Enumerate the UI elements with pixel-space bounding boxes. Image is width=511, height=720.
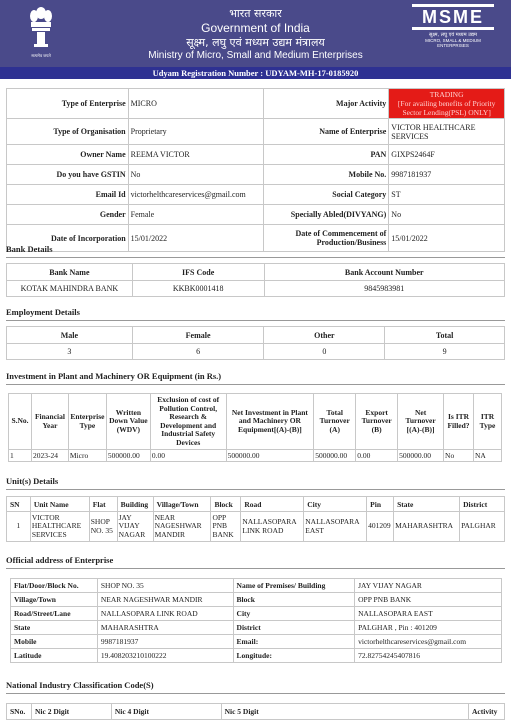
divider bbox=[6, 568, 505, 569]
address-value: SHOP NO. 35 bbox=[97, 579, 233, 593]
unit-cell: NEAR NAGESHWAR MANDIR bbox=[153, 512, 211, 542]
social-category-value: ST bbox=[389, 185, 505, 205]
address-value: victorhelthcareservices@gmail.com bbox=[355, 635, 502, 649]
divyang-label: Specially Abled(DIVYANG) bbox=[263, 205, 389, 225]
unit-cell: PALGHAR bbox=[460, 512, 505, 542]
msme-logo-hindi: सूक्ष्म, लघु एवं मध्यम उद्यम bbox=[428, 32, 478, 38]
unit-cell: 1 bbox=[7, 512, 31, 542]
gender-value: Female bbox=[128, 205, 263, 225]
address-key: City bbox=[233, 607, 355, 621]
ifs-code-value: KKBK0001418 bbox=[132, 281, 264, 297]
employment-details-heading: Employment Details bbox=[6, 307, 80, 317]
name-of-enterprise-label: Name of Enterprise bbox=[263, 119, 389, 145]
address-key: Email: bbox=[233, 635, 355, 649]
enterprise-type-header: Enterprise Type bbox=[68, 394, 106, 450]
mobile-label: Mobile No. bbox=[263, 165, 389, 185]
social-category-label: Social Category bbox=[263, 185, 389, 205]
total-turnover-header: Total Turnover (A) bbox=[314, 394, 356, 450]
unit-pin-header: Pin bbox=[367, 497, 394, 512]
hindi-government-title: भारत सरकार bbox=[229, 7, 282, 20]
wdv-header: Written Down Value (WDV) bbox=[106, 394, 150, 450]
investment-cell: 1 bbox=[9, 450, 32, 462]
unit-road-header: Road bbox=[241, 497, 304, 512]
exclusion-cost-header: Exclusion of cost of Pollution Control, Research & Development and Industrial Safety Devices bbox=[150, 394, 226, 450]
date-of-commencement-label: Date of Commencement of Production/Business bbox=[263, 225, 389, 252]
address-key: Latitude bbox=[11, 649, 98, 663]
investment-heading: Investment in Plant and Machinery OR Equipment (in Rs.) bbox=[6, 371, 222, 381]
address-key: Village/Town bbox=[11, 593, 98, 607]
address-key: Block bbox=[233, 593, 355, 607]
net-investment-header: Net Investment in Plant and Machinery OR Equipment[(A)-(B)] bbox=[226, 394, 314, 450]
address-value: NALLASOPARA LINK ROAD bbox=[97, 607, 233, 621]
major-activity-note: [For availing benefits of Priority Sector Lending(PSL) ONLY] bbox=[397, 99, 496, 117]
unit-cell: NALLASOPARA EAST bbox=[304, 512, 367, 542]
nic-table bbox=[6, 703, 505, 720]
sno-header: S.No. bbox=[9, 394, 32, 450]
investment-table bbox=[8, 393, 502, 462]
enterprise-details-table bbox=[6, 88, 505, 252]
bank-details-heading: Bank Details bbox=[6, 244, 53, 254]
address-key: Flat/Door/Block No. bbox=[11, 579, 98, 593]
type-of-organisation-value: Proprietary bbox=[128, 119, 263, 145]
female-header: Female bbox=[132, 327, 264, 344]
nic-2-digit-header: Nic 2 Digit bbox=[31, 704, 111, 720]
unit-village-header: Village/Town bbox=[153, 497, 211, 512]
unit-cell: NALLASOPARA LINK ROAD bbox=[241, 512, 304, 542]
gstin-label: Do you have GSTIN bbox=[7, 165, 129, 185]
nic-5-digit-header: Nic 5 Digit bbox=[221, 704, 468, 720]
unit-flat-header: Flat bbox=[89, 497, 117, 512]
address-value: MAHARASHTRA bbox=[97, 621, 233, 635]
mobile-value: 9987181937 bbox=[389, 165, 505, 185]
emblem-caption: सत्यमेव जयते bbox=[31, 53, 51, 58]
unit-state-header: State bbox=[394, 497, 460, 512]
itr-filled-header: Is ITR Filled? bbox=[444, 394, 474, 450]
address-key: Longitude: bbox=[233, 649, 355, 663]
unit-block-header: Block bbox=[211, 497, 241, 512]
address-value: 9987181937 bbox=[97, 635, 233, 649]
address-key: Road/Street/Lane bbox=[11, 607, 98, 621]
address-key: Mobile bbox=[11, 635, 98, 649]
employment-details-table bbox=[6, 326, 505, 360]
address-value: OPP PNB BANK bbox=[355, 593, 502, 607]
ifs-code-header: IFS Code bbox=[132, 264, 264, 281]
unit-building-header: Building bbox=[117, 497, 153, 512]
investment-cell: 500000.00 bbox=[314, 450, 356, 462]
investment-cell: 2023-24 bbox=[31, 450, 68, 462]
nic-activity-header: Activity bbox=[469, 704, 505, 720]
divider bbox=[6, 320, 505, 321]
divider bbox=[6, 257, 505, 258]
date-of-commencement-value: 15/01/2022 bbox=[389, 225, 505, 252]
gender-label: Gender bbox=[7, 205, 129, 225]
unit-cell: VICTOR HEALTHCARE SERVICES bbox=[30, 512, 89, 542]
address-value: NALLASOPARA EAST bbox=[355, 607, 502, 621]
msme-logo-letters: MSME bbox=[412, 4, 494, 30]
msme-logo-english: MICRO, SMALL & MEDIUM ENTERPRISES bbox=[425, 38, 481, 48]
unit-details-table bbox=[6, 496, 505, 542]
unit-details-heading: Unit(s) Details bbox=[6, 476, 59, 486]
other-header: Other bbox=[264, 327, 385, 344]
address-value: JAY VIJAY NAGAR bbox=[355, 579, 502, 593]
divider bbox=[6, 489, 505, 490]
address-key: State bbox=[11, 621, 98, 635]
nic-sno-header: SNo. bbox=[7, 704, 32, 720]
total-value: 9 bbox=[385, 344, 505, 360]
bank-details-table bbox=[6, 263, 505, 297]
divider bbox=[6, 384, 505, 385]
official-address-table bbox=[10, 578, 502, 663]
address-value: 19.408203210100222 bbox=[97, 649, 233, 663]
investment-cell: NA bbox=[474, 450, 502, 462]
export-turnover-header: Export Turnover (B) bbox=[356, 394, 398, 450]
owner-name-value: REEMA VICTOR bbox=[128, 145, 263, 165]
official-address-heading: Official address of Enterprise bbox=[6, 555, 114, 565]
major-activity-text: TRADING bbox=[429, 90, 464, 99]
date-of-incorporation-value: 15/01/2022 bbox=[128, 225, 263, 252]
pan-label: PAN bbox=[263, 145, 389, 165]
email-label: Email Id bbox=[7, 185, 129, 205]
type-of-enterprise-value: MICRO bbox=[128, 89, 263, 119]
unit-district-header: District bbox=[460, 497, 505, 512]
address-value: 72.82754245407816 bbox=[355, 649, 502, 663]
owner-name-label: Owner Name bbox=[7, 145, 129, 165]
address-value: NEAR NAGESHWAR MANDIR bbox=[97, 593, 233, 607]
unit-city-header: City bbox=[304, 497, 367, 512]
pan-value: GIXPS2464F bbox=[389, 145, 505, 165]
name-of-enterprise-value: VICTOR HEALTHCARE SERVICES bbox=[389, 119, 505, 145]
registration-number-bar: Udyam Registration Number : UDYAM-MH-17-0185920 bbox=[0, 67, 511, 79]
other-value: 0 bbox=[264, 344, 385, 360]
investment-cell: 500000.00 bbox=[398, 450, 444, 462]
unit-cell: MAHARASHTRA bbox=[394, 512, 460, 542]
account-number-header: Bank Account Number bbox=[264, 264, 504, 281]
address-key: Name of Premises/ Building bbox=[233, 579, 355, 593]
divyang-value: No bbox=[389, 205, 505, 225]
type-of-organisation-label: Type of Organisation bbox=[7, 119, 129, 145]
investment-cell: 500000.00 bbox=[226, 450, 314, 462]
investment-cell: 0.00 bbox=[150, 450, 226, 462]
unit-cell: JAY VIJAY NAGAR bbox=[117, 512, 153, 542]
email-value: victorhelthcareservices@gmail.com bbox=[128, 185, 263, 205]
bank-name-header: Bank Name bbox=[7, 264, 133, 281]
unit-sn-header: SN bbox=[7, 497, 31, 512]
itr-type-header: ITR Type bbox=[474, 394, 502, 450]
ministry-title: Ministry of Micro, Small and Medium Enterprises bbox=[148, 50, 363, 61]
investment-cell: 0.00 bbox=[356, 450, 398, 462]
female-value: 6 bbox=[132, 344, 264, 360]
date-of-incorporation-label: Date of Incorporation bbox=[7, 225, 129, 252]
government-title: Government of India bbox=[201, 21, 310, 35]
ministry-hindi-title: सूक्ष्म, लघु एवं मध्यम उद्यम मंत्रालय bbox=[186, 36, 325, 49]
address-value: PALGHAR , Pin : 401209 bbox=[355, 621, 502, 635]
total-header: Total bbox=[385, 327, 505, 344]
account-number-value: 9845983981 bbox=[264, 281, 504, 297]
header-banner bbox=[0, 0, 511, 67]
investment-cell: 500000.00 bbox=[106, 450, 150, 462]
investment-cell: No bbox=[444, 450, 474, 462]
major-activity-value bbox=[389, 89, 505, 119]
msme-logo bbox=[412, 4, 494, 48]
financial-year-header: Financial Year bbox=[31, 394, 68, 450]
divider bbox=[6, 693, 505, 694]
nic-4-digit-header: Nic 4 Digit bbox=[111, 704, 221, 720]
unit-cell: 401209 bbox=[367, 512, 394, 542]
male-header: Male bbox=[7, 327, 133, 344]
male-value: 3 bbox=[7, 344, 133, 360]
unit-name-header: Unit Name bbox=[30, 497, 89, 512]
gstin-value: No bbox=[128, 165, 263, 185]
bank-name-value: KOTAK MAHINDRA BANK bbox=[7, 281, 133, 297]
unit-cell: SHOP NO. 35 bbox=[89, 512, 117, 542]
type-of-enterprise-label: Type of Enterprise bbox=[7, 89, 129, 119]
nic-heading: National Industry Classification Code(S) bbox=[6, 680, 154, 690]
major-activity-label: Major Activity bbox=[263, 89, 389, 119]
net-turnover-header: Net Turnover [(A)-(B)] bbox=[398, 394, 444, 450]
address-key: District bbox=[233, 621, 355, 635]
unit-cell: OPP PNB BANK bbox=[211, 512, 241, 542]
investment-cell: Micro bbox=[68, 450, 106, 462]
